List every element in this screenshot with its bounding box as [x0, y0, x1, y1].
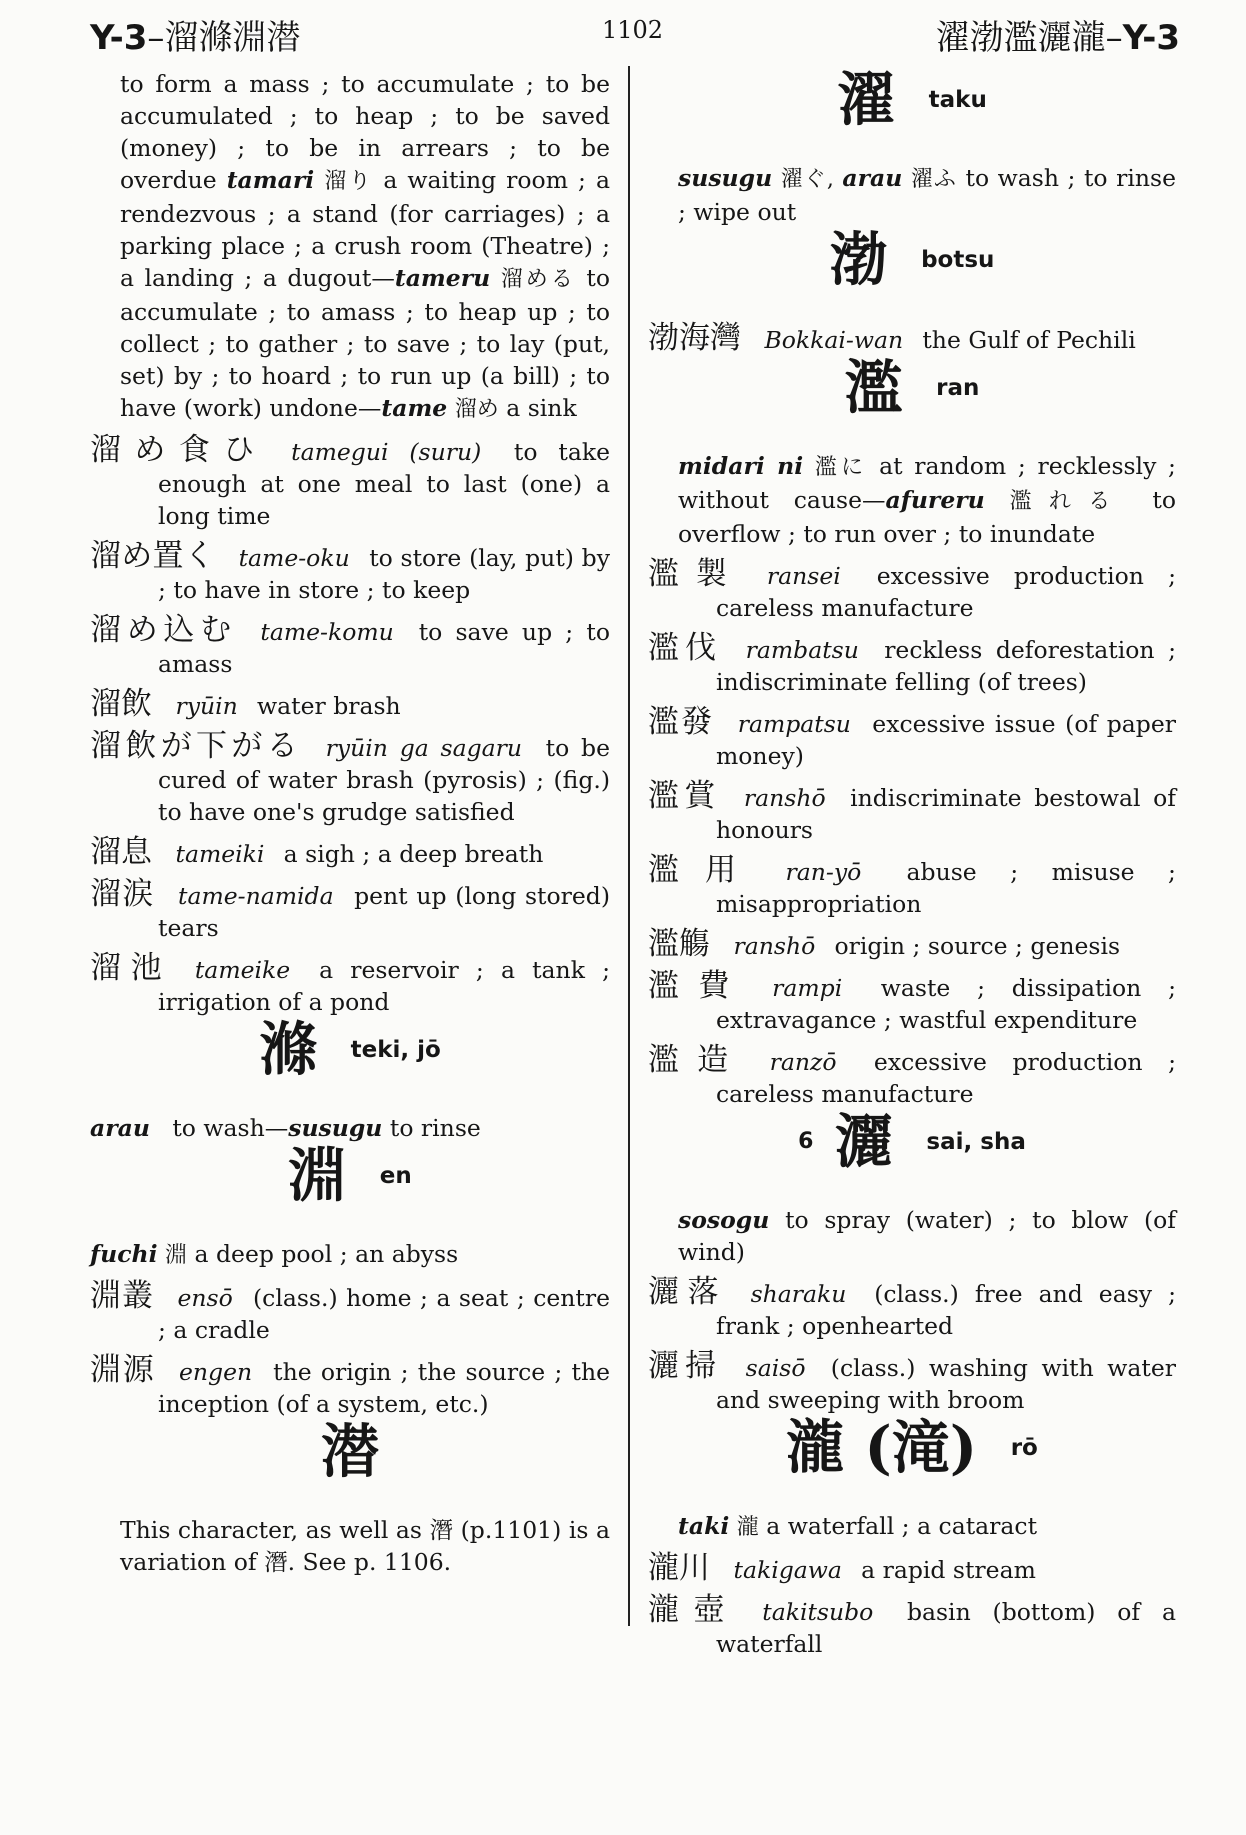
en-def-1: a deep pool ; an abyss — [194, 1240, 459, 1268]
entry-reading: ranshō — [743, 784, 826, 812]
entry-definition: origin ; source ; genesis — [834, 932, 1121, 960]
entry-kanji: 淵源 — [90, 1352, 156, 1388]
headword-taku-char: 濯 — [837, 65, 896, 134]
teki-word-1: arau — [90, 1114, 150, 1142]
dictionary-entry — [90, 1354, 610, 1420]
entry-kanji: 濫用 — [648, 852, 763, 888]
ro-entries — [648, 1552, 1176, 1660]
entry-reading: saisō — [745, 1354, 806, 1382]
entry-kanji: 溜め込む — [90, 612, 237, 648]
teki-word-2: susugu — [288, 1114, 383, 1142]
entry-definition: a reservoir ; a tank ; irrigation of a pond — [158, 956, 610, 1016]
dictionary-entry — [648, 632, 1176, 698]
headword-ro — [648, 1413, 1176, 1500]
entry-reading: tamegui (suru) — [291, 438, 482, 466]
ran-word-1: midari ni — [678, 452, 804, 480]
entry-reading: rambatsu — [745, 636, 859, 664]
dictionary-entry — [648, 1552, 1176, 1586]
botsu-entries — [648, 322, 1176, 356]
entry-reading: tame-komu — [260, 618, 394, 646]
headword-sai-char: 灑 — [834, 1107, 893, 1176]
entry-definition: to save up ; to amass — [158, 618, 610, 678]
entry-reading: ranshō — [733, 932, 816, 960]
tamari-entries — [90, 434, 610, 1018]
dictionary-entry — [648, 1044, 1176, 1110]
entry-kanji: 灑掃 — [648, 1348, 723, 1384]
entry-kanji: 溜息 — [90, 834, 152, 870]
intro-tame-kanji: 溜め — [454, 397, 499, 422]
dictionary-entry — [90, 730, 610, 828]
ran-word-2: afureru — [885, 486, 985, 514]
entry-definition: basin (bottom) of a waterfall — [716, 1598, 1176, 1658]
entry-reading: ransei — [766, 562, 841, 590]
en-kanji: 淵 — [165, 1243, 188, 1268]
header-right-code: Y-3 — [1122, 18, 1180, 58]
entry-reading: sharaku — [750, 1280, 847, 1308]
headword-taku — [648, 65, 1176, 152]
entry-reading: engen — [179, 1358, 253, 1386]
taku-kanji-2: 濯ふ — [910, 167, 957, 192]
entry-kanji: 濫製 — [648, 556, 744, 592]
entry-definition: (class.) free and easy ; frank ; openhearted — [716, 1280, 1176, 1340]
en-word-1: fuchi — [90, 1240, 158, 1268]
header-right-chars: 濯渤濫灑瀧– — [935, 18, 1123, 58]
dictionary-entry — [90, 434, 610, 532]
headword-ran-char: 濫 — [844, 353, 903, 422]
entry-reading: ranzō — [769, 1048, 837, 1076]
dictionary-entry — [648, 558, 1176, 624]
headword-teki-roman: teki, jō — [350, 1036, 441, 1063]
entry-definition: pent up (long stored) tears — [158, 882, 610, 942]
intro-tame: tame — [381, 394, 448, 422]
headword-en-char: 淵 — [288, 1141, 347, 1210]
dictionary-entry — [648, 706, 1176, 772]
ro-def-1: a waterfall ; a cataract — [766, 1512, 1038, 1540]
headword-sen-char: 潜 — [320, 1417, 379, 1486]
entry-kanji: 灑落 — [648, 1274, 728, 1310]
entry-definition: to be cured of water brash (pyrosis) ; (fig.) to have one's grudge satisfied — [158, 734, 610, 826]
page-number: 1102 — [602, 16, 664, 44]
entry-reading: ryūin ga sagaru — [325, 734, 523, 762]
entry-definition: a sigh ; a deep breath — [283, 840, 544, 868]
dictionary-entry — [648, 928, 1176, 962]
headword-teki — [90, 1015, 610, 1102]
entry-kanji: 溜池 — [90, 950, 172, 986]
entry-definition: to take enough at one meal to last (one) a long time — [158, 438, 610, 530]
taku-kanji-1: 濯ぐ, — [780, 167, 834, 192]
entry-definition: water brash — [257, 692, 401, 720]
column-divider — [628, 66, 630, 1626]
entry-reading: ran-yō — [785, 858, 862, 886]
entry-definition: excessive production ; careless manufacture — [716, 562, 1176, 622]
entry-definition: (class.) home ; a seat ; centre ; a cradle — [158, 1284, 610, 1344]
entry-kanji: 淵叢 — [90, 1278, 155, 1314]
dictionary-entry — [648, 854, 1176, 920]
dictionary-entry — [90, 540, 610, 606]
header-left-chars: –溜滌淵潜 — [147, 18, 301, 58]
intro-p1: to form a mass ; to accumulate ; to be accumulated ; to heap ; to be saved (money) ; to be in arrears ; to be overdue — [120, 70, 610, 194]
entry-definition: reckless deforestation ; indiscriminate felling (of trees) — [716, 636, 1176, 696]
entry-definition: excessive issue (of paper money) — [716, 710, 1176, 770]
dictionary-entry — [90, 952, 610, 1018]
page-header — [90, 6, 1180, 58]
entry-kanji: 濫觴 — [648, 926, 710, 962]
entry-definition: (class.) washing with water and sweeping with broom — [716, 1354, 1176, 1414]
intro-p3: to accumulate ; to amass ; to heap up ; to collect ; to gather ; to save ; to lay (put, set) by ; to hoard ; to run up (a bill) ; to have (work) undone— — [120, 264, 610, 422]
intro-tameru-kanji: 溜める — [500, 267, 576, 292]
sai-definition — [648, 1204, 1176, 1268]
entry-reading: takigawa — [733, 1556, 842, 1584]
teki-def-2: to rinse — [389, 1114, 481, 1142]
dictionary-entry — [90, 688, 610, 722]
headword-botsu-char: 渤 — [829, 225, 888, 294]
entry-definition: abuse ; misuse ; misappropriation — [716, 858, 1176, 918]
entry-reading: tame-namida — [178, 882, 334, 910]
right-column — [648, 65, 1176, 1668]
headword-ro-char: 瀧 (滝) — [786, 1413, 978, 1482]
ran-entries — [648, 558, 1176, 1110]
en-definition — [90, 1238, 610, 1272]
intro-tameru: tameru — [394, 264, 491, 292]
entry-kanji: 溜め置く — [90, 538, 216, 574]
entry-reading: ensō — [177, 1284, 233, 1312]
dictionary-entry — [90, 614, 610, 680]
entry-definition: waste ; dissipation ; extravagance ; wastful expenditure — [716, 974, 1176, 1034]
entry-reading: ryūin — [175, 692, 238, 720]
entry-definition: excessive production ; careless manufacture — [716, 1048, 1176, 1108]
entry-kanji: 溜飲 — [90, 686, 152, 722]
intro-paragraph — [90, 68, 610, 426]
headword-taku-roman: taku — [928, 86, 987, 113]
sai-entries — [648, 1276, 1176, 1416]
entry-reading: tame-oku — [238, 544, 350, 572]
headword-botsu — [648, 225, 1176, 312]
en-entries — [90, 1280, 610, 1420]
header-right — [936, 10, 1180, 59]
headword-ran-roman: ran — [936, 374, 980, 401]
dictionary-entry — [648, 1594, 1176, 1660]
dictionary-entry — [648, 322, 1176, 356]
dictionary-entry — [90, 878, 610, 944]
left-column — [90, 68, 610, 1586]
entry-definition: a rapid stream — [861, 1556, 1036, 1584]
entry-kanji: 濫費 — [648, 968, 749, 1004]
headword-ro-roman: rō — [1010, 1434, 1038, 1461]
dictionary-entry — [648, 780, 1176, 846]
sen-note: This character, as well as 潛 (p.1101) is a variation of 潛. See p. 1106. — [120, 1516, 610, 1576]
entry-kanji: 溜飲が下がる — [90, 728, 303, 764]
entry-definition: the origin ; the source ; the inception (of a system, etc.) — [158, 1358, 611, 1418]
intro-p4: a sink — [506, 394, 577, 422]
header-left — [90, 10, 300, 59]
entry-reading: takitsubo — [762, 1598, 874, 1626]
teki-definition — [90, 1112, 610, 1144]
entry-definition: to store (lay, put) by ; to have in store ; to keep — [158, 544, 610, 604]
intro-tamari: tamari — [226, 166, 315, 194]
intro-p2: a waiting room ; a rendezvous ; a stand (for carriages) ; a parking place ; a crush room (Theatre) ; a landing ; a dugout— — [120, 166, 610, 292]
headword-sai-roman: sai, sha — [926, 1128, 1026, 1155]
sai-def-1: to spray (water) ; to blow (of wind) — [678, 1206, 1176, 1266]
entry-kanji: 濫造 — [648, 1042, 747, 1078]
entry-reading: Bokkai-wan — [764, 326, 904, 354]
entry-definition: indiscriminate bestowal of honours — [716, 784, 1176, 844]
ran-kanji-1: 濫に — [814, 455, 868, 480]
sai-word-1: sosogu — [678, 1206, 770, 1234]
dictionary-entry — [90, 1280, 610, 1346]
ran-def-1: at random ; recklessly ; without cause— — [678, 452, 1176, 514]
ro-definition — [648, 1510, 1176, 1544]
dictionary-entry — [648, 1350, 1176, 1416]
intro-tamari-kanji: 溜り — [324, 169, 374, 194]
headword-ran — [648, 353, 1176, 440]
headword-teki-char: 滌 — [259, 1015, 318, 1084]
taku-def: to wash ; to rinse ; wipe out — [678, 164, 1176, 226]
headword-sai-stroke-number: 6 — [798, 1128, 814, 1154]
entry-reading: tameiki — [175, 840, 265, 868]
header-left-code: Y-3 — [90, 18, 148, 58]
dictionary-entry — [648, 1276, 1176, 1342]
entry-kanji: 濫發 — [648, 704, 715, 740]
ran-def-2: to overflow ; to run over ; to inundate — [678, 486, 1176, 548]
ran-kanji-2: 濫れる — [1009, 489, 1128, 514]
entry-kanji: 濫伐 — [648, 630, 723, 666]
entry-reading: rampi — [772, 974, 843, 1002]
teki-def-1: to wash— — [172, 1114, 289, 1142]
headword-sai — [648, 1107, 1176, 1194]
entry-kanji: 溜涙 — [90, 876, 155, 912]
taku-word-1: susugu — [678, 164, 773, 192]
entry-kanji: 瀧壺 — [648, 1592, 739, 1628]
dictionary-entry — [648, 970, 1176, 1036]
entry-definition: the Gulf of Pechili — [922, 326, 1136, 354]
taku-word-2: arau — [842, 164, 903, 192]
dictionary-entry — [90, 836, 610, 870]
headword-en — [90, 1141, 610, 1228]
headword-botsu-roman: botsu — [921, 246, 995, 273]
entry-reading: rampatsu — [737, 710, 851, 738]
entry-kanji: 渤海灣 — [648, 320, 741, 356]
ro-kanji-1: 瀧 — [736, 1515, 759, 1540]
entry-reading: tameike — [194, 956, 291, 984]
entry-kanji: 濫賞 — [648, 778, 721, 814]
headword-en-roman: en — [379, 1162, 412, 1189]
entry-kanji: 溜め食ひ — [90, 432, 268, 468]
taku-definition — [648, 162, 1176, 228]
headword-sen — [90, 1417, 610, 1504]
ran-definition — [648, 450, 1176, 550]
ro-word-1: taki — [678, 1512, 730, 1540]
entry-kanji: 瀧川 — [648, 1550, 710, 1586]
